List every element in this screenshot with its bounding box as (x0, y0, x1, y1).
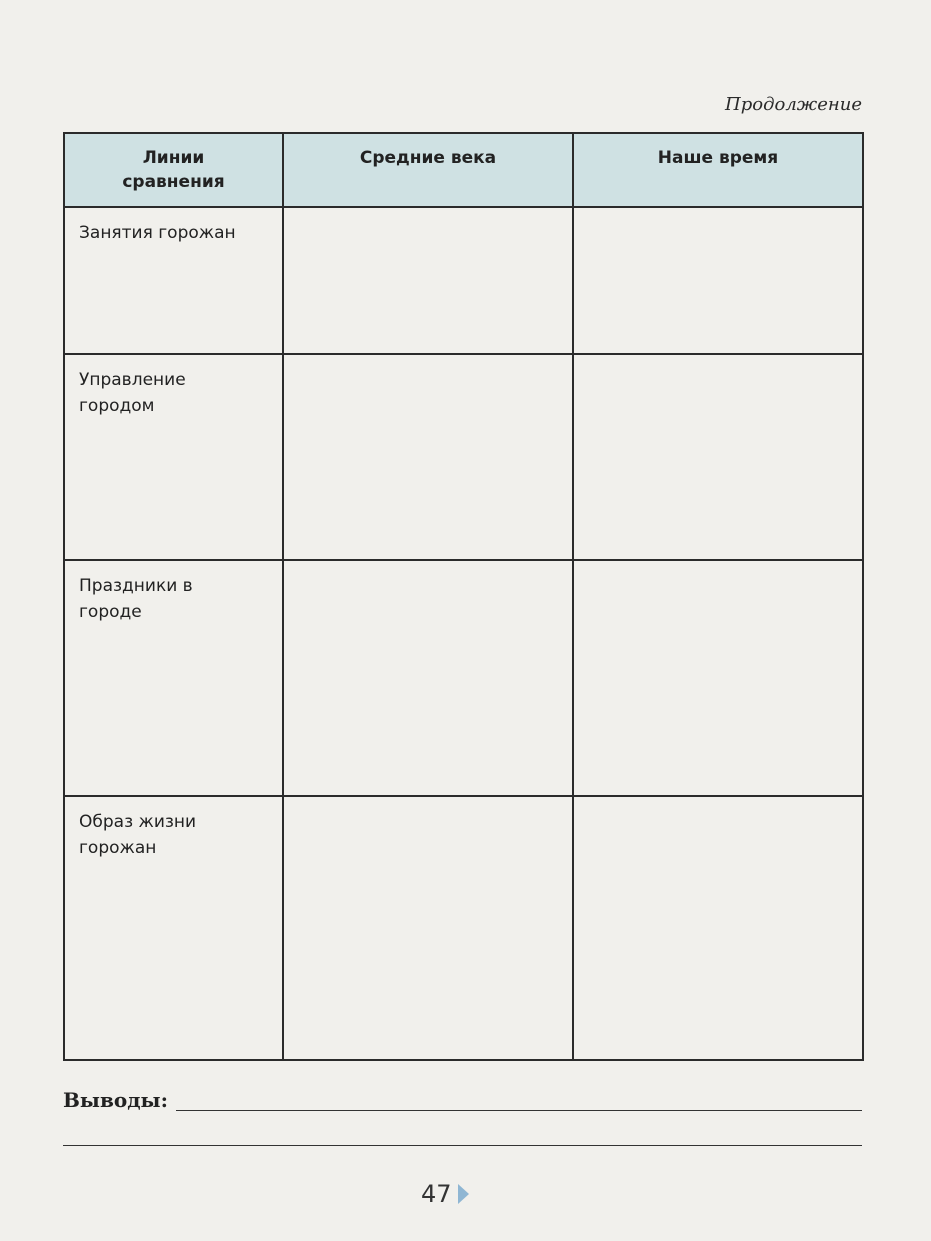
continuation-label: Продолжение (725, 94, 862, 115)
conclusions-answer-line-2[interactable] (63, 1145, 862, 1146)
comparison-table (63, 132, 864, 1061)
cell-middle-ages[interactable] (283, 560, 573, 796)
cell-middle-ages[interactable] (283, 354, 573, 560)
row-label-lifestyle: Образ жизни горожан (64, 796, 283, 1060)
cell-our-time[interactable] (573, 560, 863, 796)
conclusions-section (63, 1088, 862, 1118)
cell-our-time[interactable] (573, 207, 863, 354)
cell-our-time[interactable] (573, 354, 863, 560)
table-header-row (64, 133, 863, 207)
page-footer (421, 1180, 469, 1208)
cell-middle-ages[interactable] (283, 796, 573, 1060)
header-middle-ages: Средние века (283, 133, 573, 207)
table-row (64, 207, 863, 354)
cell-middle-ages[interactable] (283, 207, 573, 354)
page-number: 47 (421, 1180, 452, 1208)
table-row (64, 560, 863, 796)
cell-our-time[interactable] (573, 796, 863, 1060)
table-row (64, 796, 863, 1060)
conclusions-label: Выводы: (63, 1088, 168, 1112)
row-label-city-holidays: Праздники в городе (64, 560, 283, 796)
header-our-time: Наше время (573, 133, 863, 207)
row-label-city-government: Управление городом (64, 354, 283, 560)
row-label-occupations: Занятия горожан (64, 207, 283, 354)
table-row (64, 354, 863, 560)
conclusions-answer-line[interactable] (176, 1110, 862, 1111)
arrow-right-icon (458, 1184, 469, 1204)
header-comparison-lines: Линии сравнения (64, 133, 283, 207)
